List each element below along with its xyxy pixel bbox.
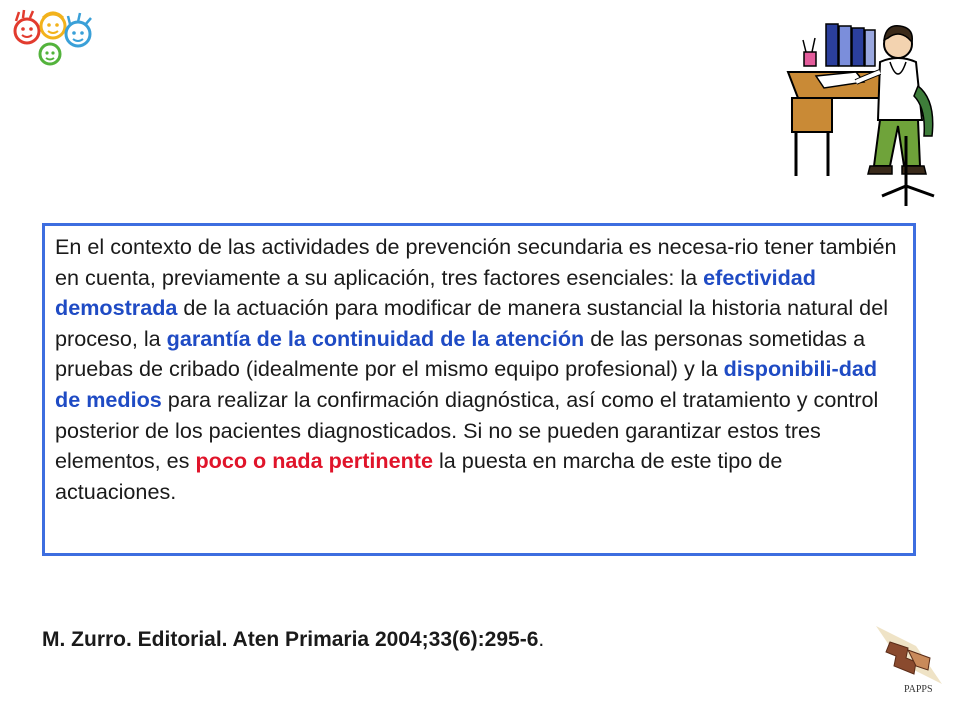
quote-text-2: de la actuación para modificar de manera sustancial la historia natural del proceso, la: [55, 295, 888, 351]
quote-paragraph: [55, 232, 901, 507]
citation-end: .: [538, 628, 545, 651]
quote-text-5: la puesta en marcha de este tipo de actuaciones.: [55, 448, 783, 504]
quote-text-1: En el contexto de las actividades de prevención secundaria es necesa-rio tener también en cuenta, previamente a su aplicación, tres factores esenciales: la: [55, 234, 897, 290]
highlight-efectividad: efectividad demostrada: [55, 264, 816, 321]
quote-box: [42, 223, 916, 556]
highlight-disponibilidad: disponibili-dad de medios: [55, 356, 878, 412]
kids-faces-logo-icon: [10, 8, 102, 70]
papps-label: PAPPS: [904, 684, 933, 695]
doctor-at-desk-icon: [786, 16, 948, 214]
citation: [42, 628, 544, 652]
highlight-pertinente: poco o nada pertinente: [195, 448, 433, 474]
highlight-continuidad: garantía de la continuidad de la atención: [166, 325, 585, 351]
quote-text-4: para realizar la confirmación diagnóstica, así como el tratamiento y control posterior de los pacientes diagnosticados. Si no se pueden garantizar estos tres elementos, es: [55, 386, 879, 474]
quote-text-3: de las personas sometidas a pruebas de cribado (idealmente por el mismo equipo profesional) y la: [55, 325, 866, 382]
citation-text: M. Zurro. Editorial. Aten Primaria 2004;33(6):295-6: [42, 628, 539, 651]
papps-logo-icon: [872, 624, 944, 696]
